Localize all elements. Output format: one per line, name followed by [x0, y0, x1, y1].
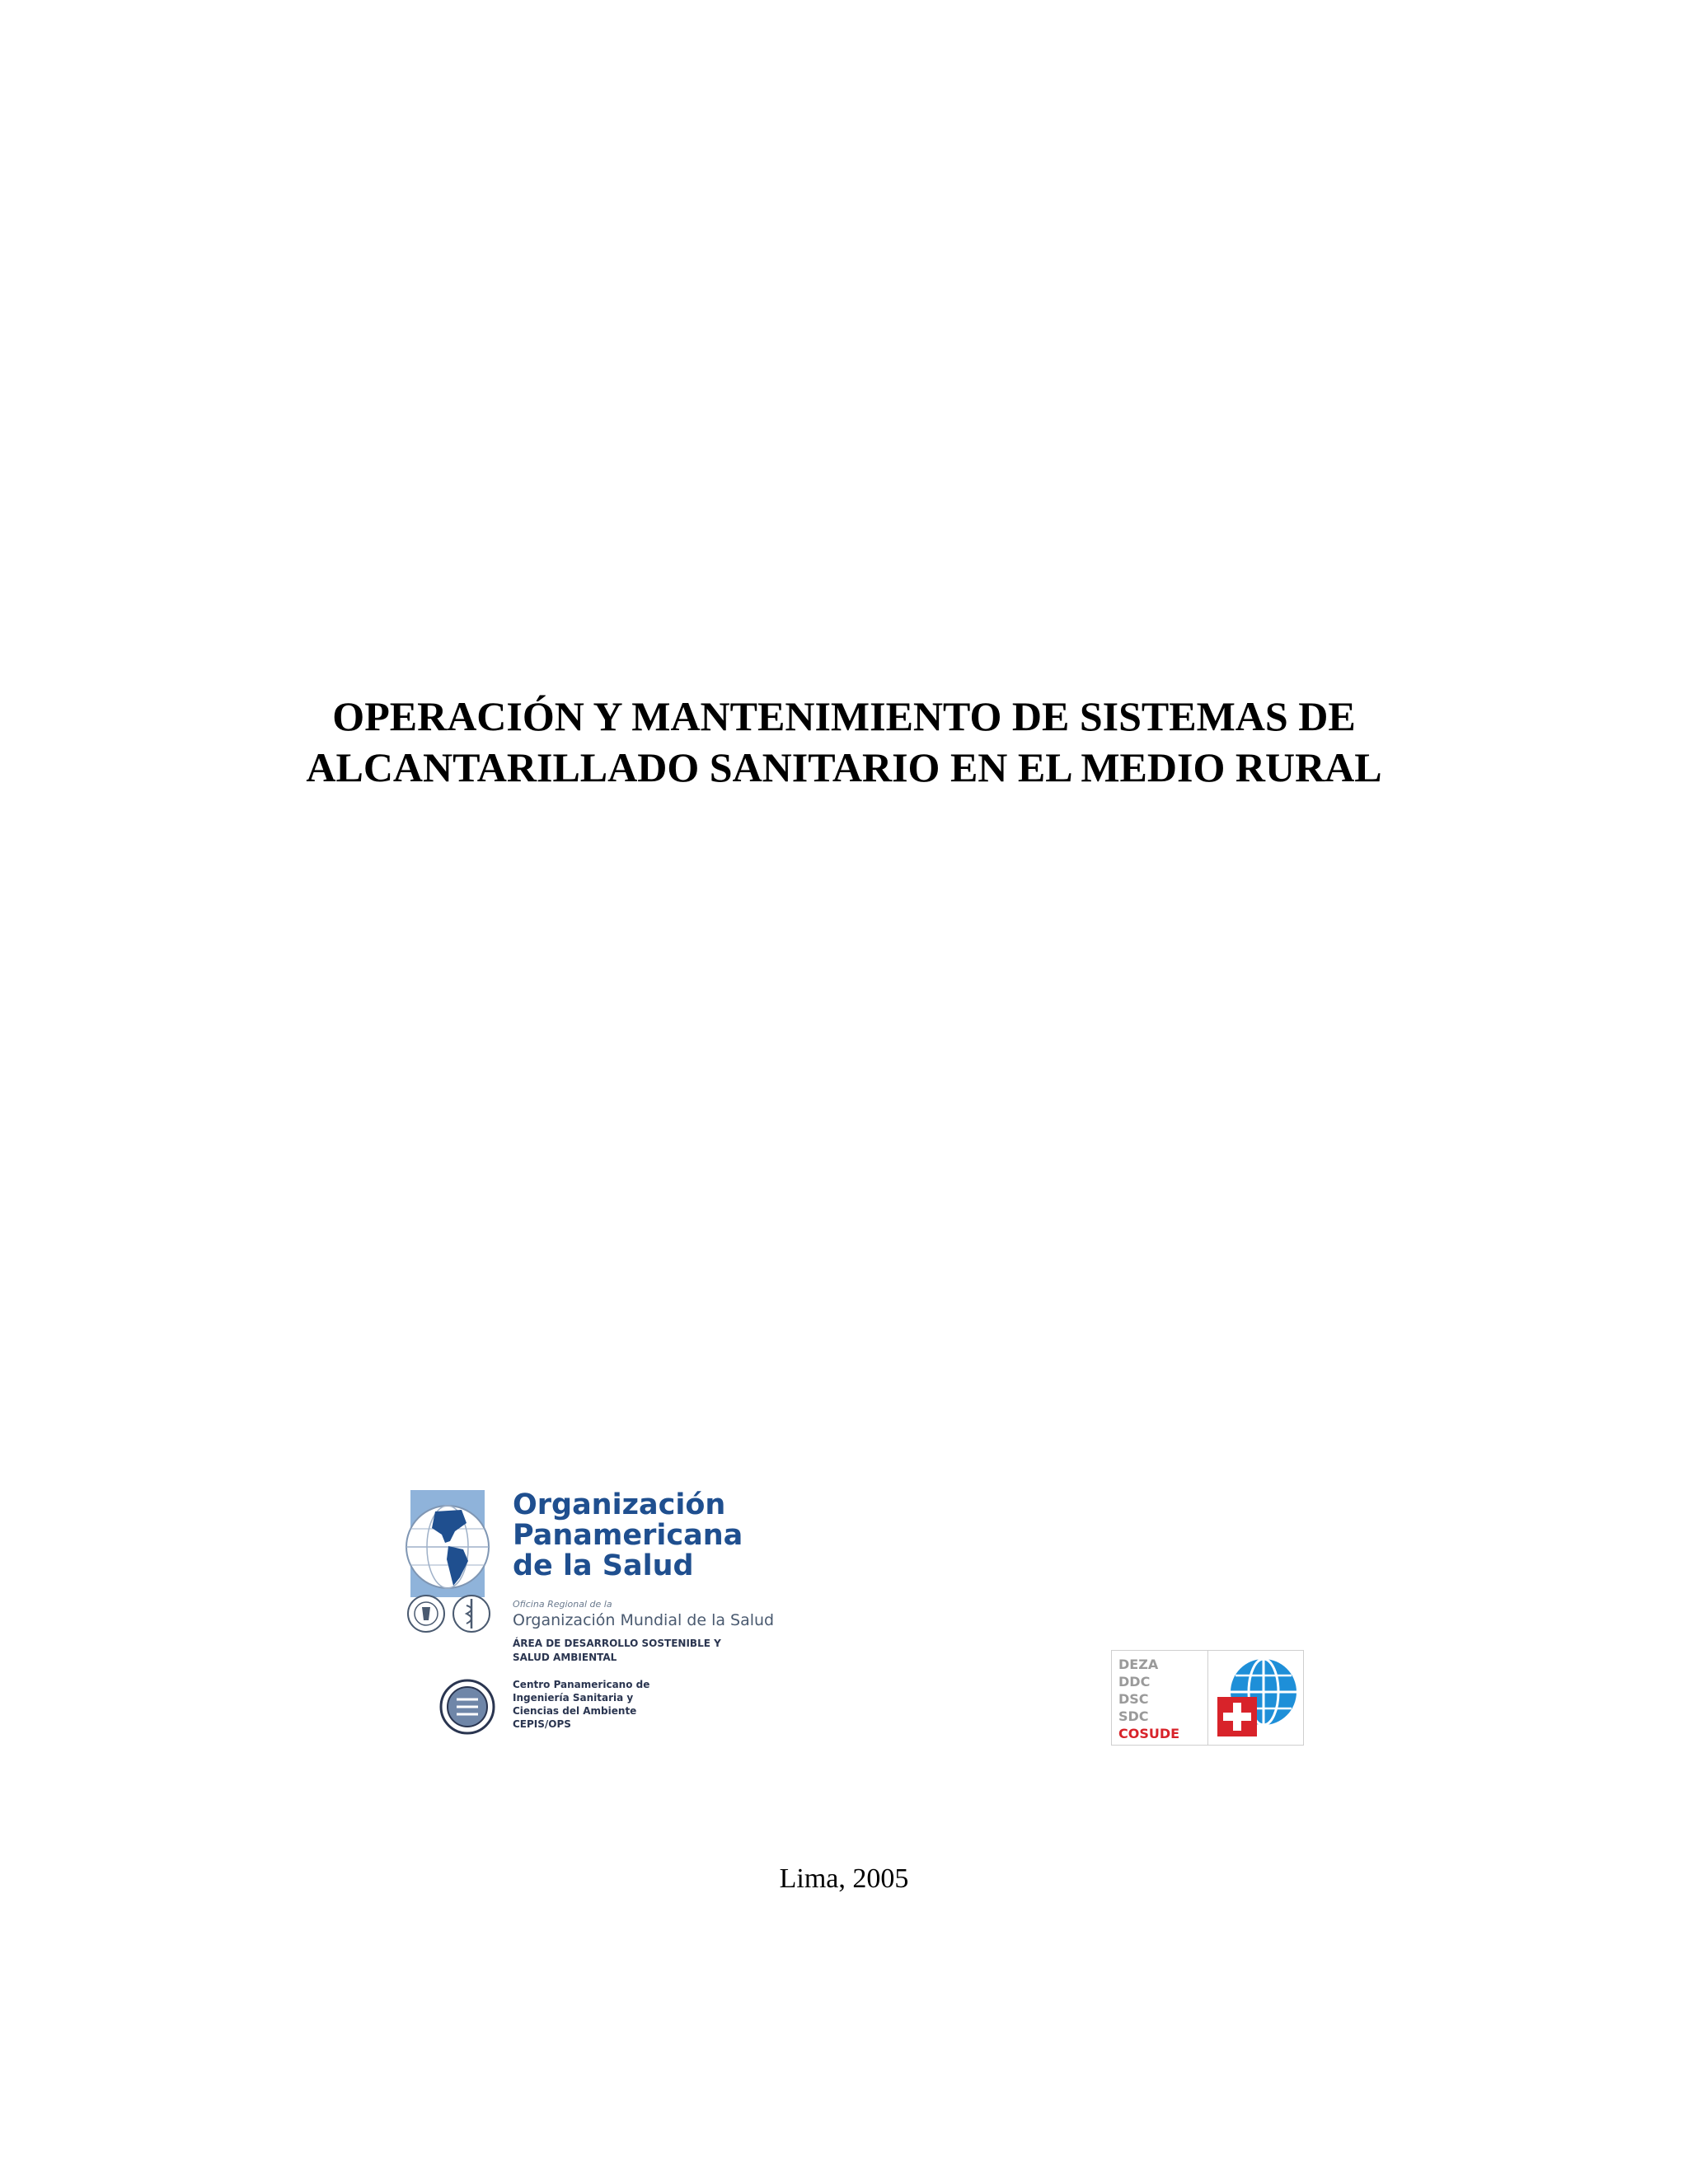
ops-name	[513, 1490, 743, 1582]
ops-name-line-3: de la Salud	[513, 1549, 694, 1582]
ops-cepis-line-1: Centro Panamericano de	[513, 1679, 650, 1690]
title-line-1: OPERACIÓN Y MANTENIMIENTO DE SISTEMAS DE	[332, 693, 1356, 739]
cosude-line-2: DDC	[1118, 1674, 1151, 1690]
cosude-logo	[1111, 1650, 1304, 1746]
ops-logo	[396, 1490, 787, 1746]
cosude-divider	[1207, 1651, 1208, 1745]
ops-office-small: Oficina Regional de la	[513, 1599, 612, 1610]
document-title	[0, 691, 1688, 793]
ops-area-line-1: ÁREA DE DESARROLLO SOSTENIBLE Y	[513, 1638, 721, 1649]
cosude-line-1: DEZA	[1118, 1657, 1159, 1672]
ops-name-line-2: Panamericana	[513, 1519, 743, 1552]
ops-cepis-line-4: CEPIS/OPS	[513, 1718, 571, 1730]
ops-name-line-1: Organización	[513, 1488, 726, 1521]
swiss-globe-icon	[1212, 1654, 1301, 1743]
place-date: Lima, 2005	[779, 1863, 909, 1894]
ops-cepis-line-3: Ciencias del Ambiente	[513, 1705, 637, 1717]
ops-who-emblems-icon	[406, 1589, 504, 1638]
ops-oms-name: Organización Mundial de la Salud	[513, 1611, 775, 1629]
ops-cepis	[513, 1678, 649, 1731]
cepis-emblem-icon	[438, 1678, 496, 1736]
title-line-2: ALCANTARILLADO SANITARIO EN EL MEDIO RURAL	[306, 744, 1382, 790]
americas-globe-icon	[402, 1502, 493, 1592]
ops-area-line-2: SALUD AMBIENTAL	[513, 1652, 617, 1663]
cosude-text	[1118, 1656, 1179, 1742]
ops-cepis-line-2: Ingeniería Sanitaria y	[513, 1692, 634, 1704]
cosude-line-3: DSC	[1118, 1691, 1149, 1707]
cosude-line-4: SDC	[1118, 1708, 1149, 1724]
ops-area	[513, 1637, 721, 1665]
cosude-accent-line: COSUDE	[1118, 1726, 1180, 1741]
